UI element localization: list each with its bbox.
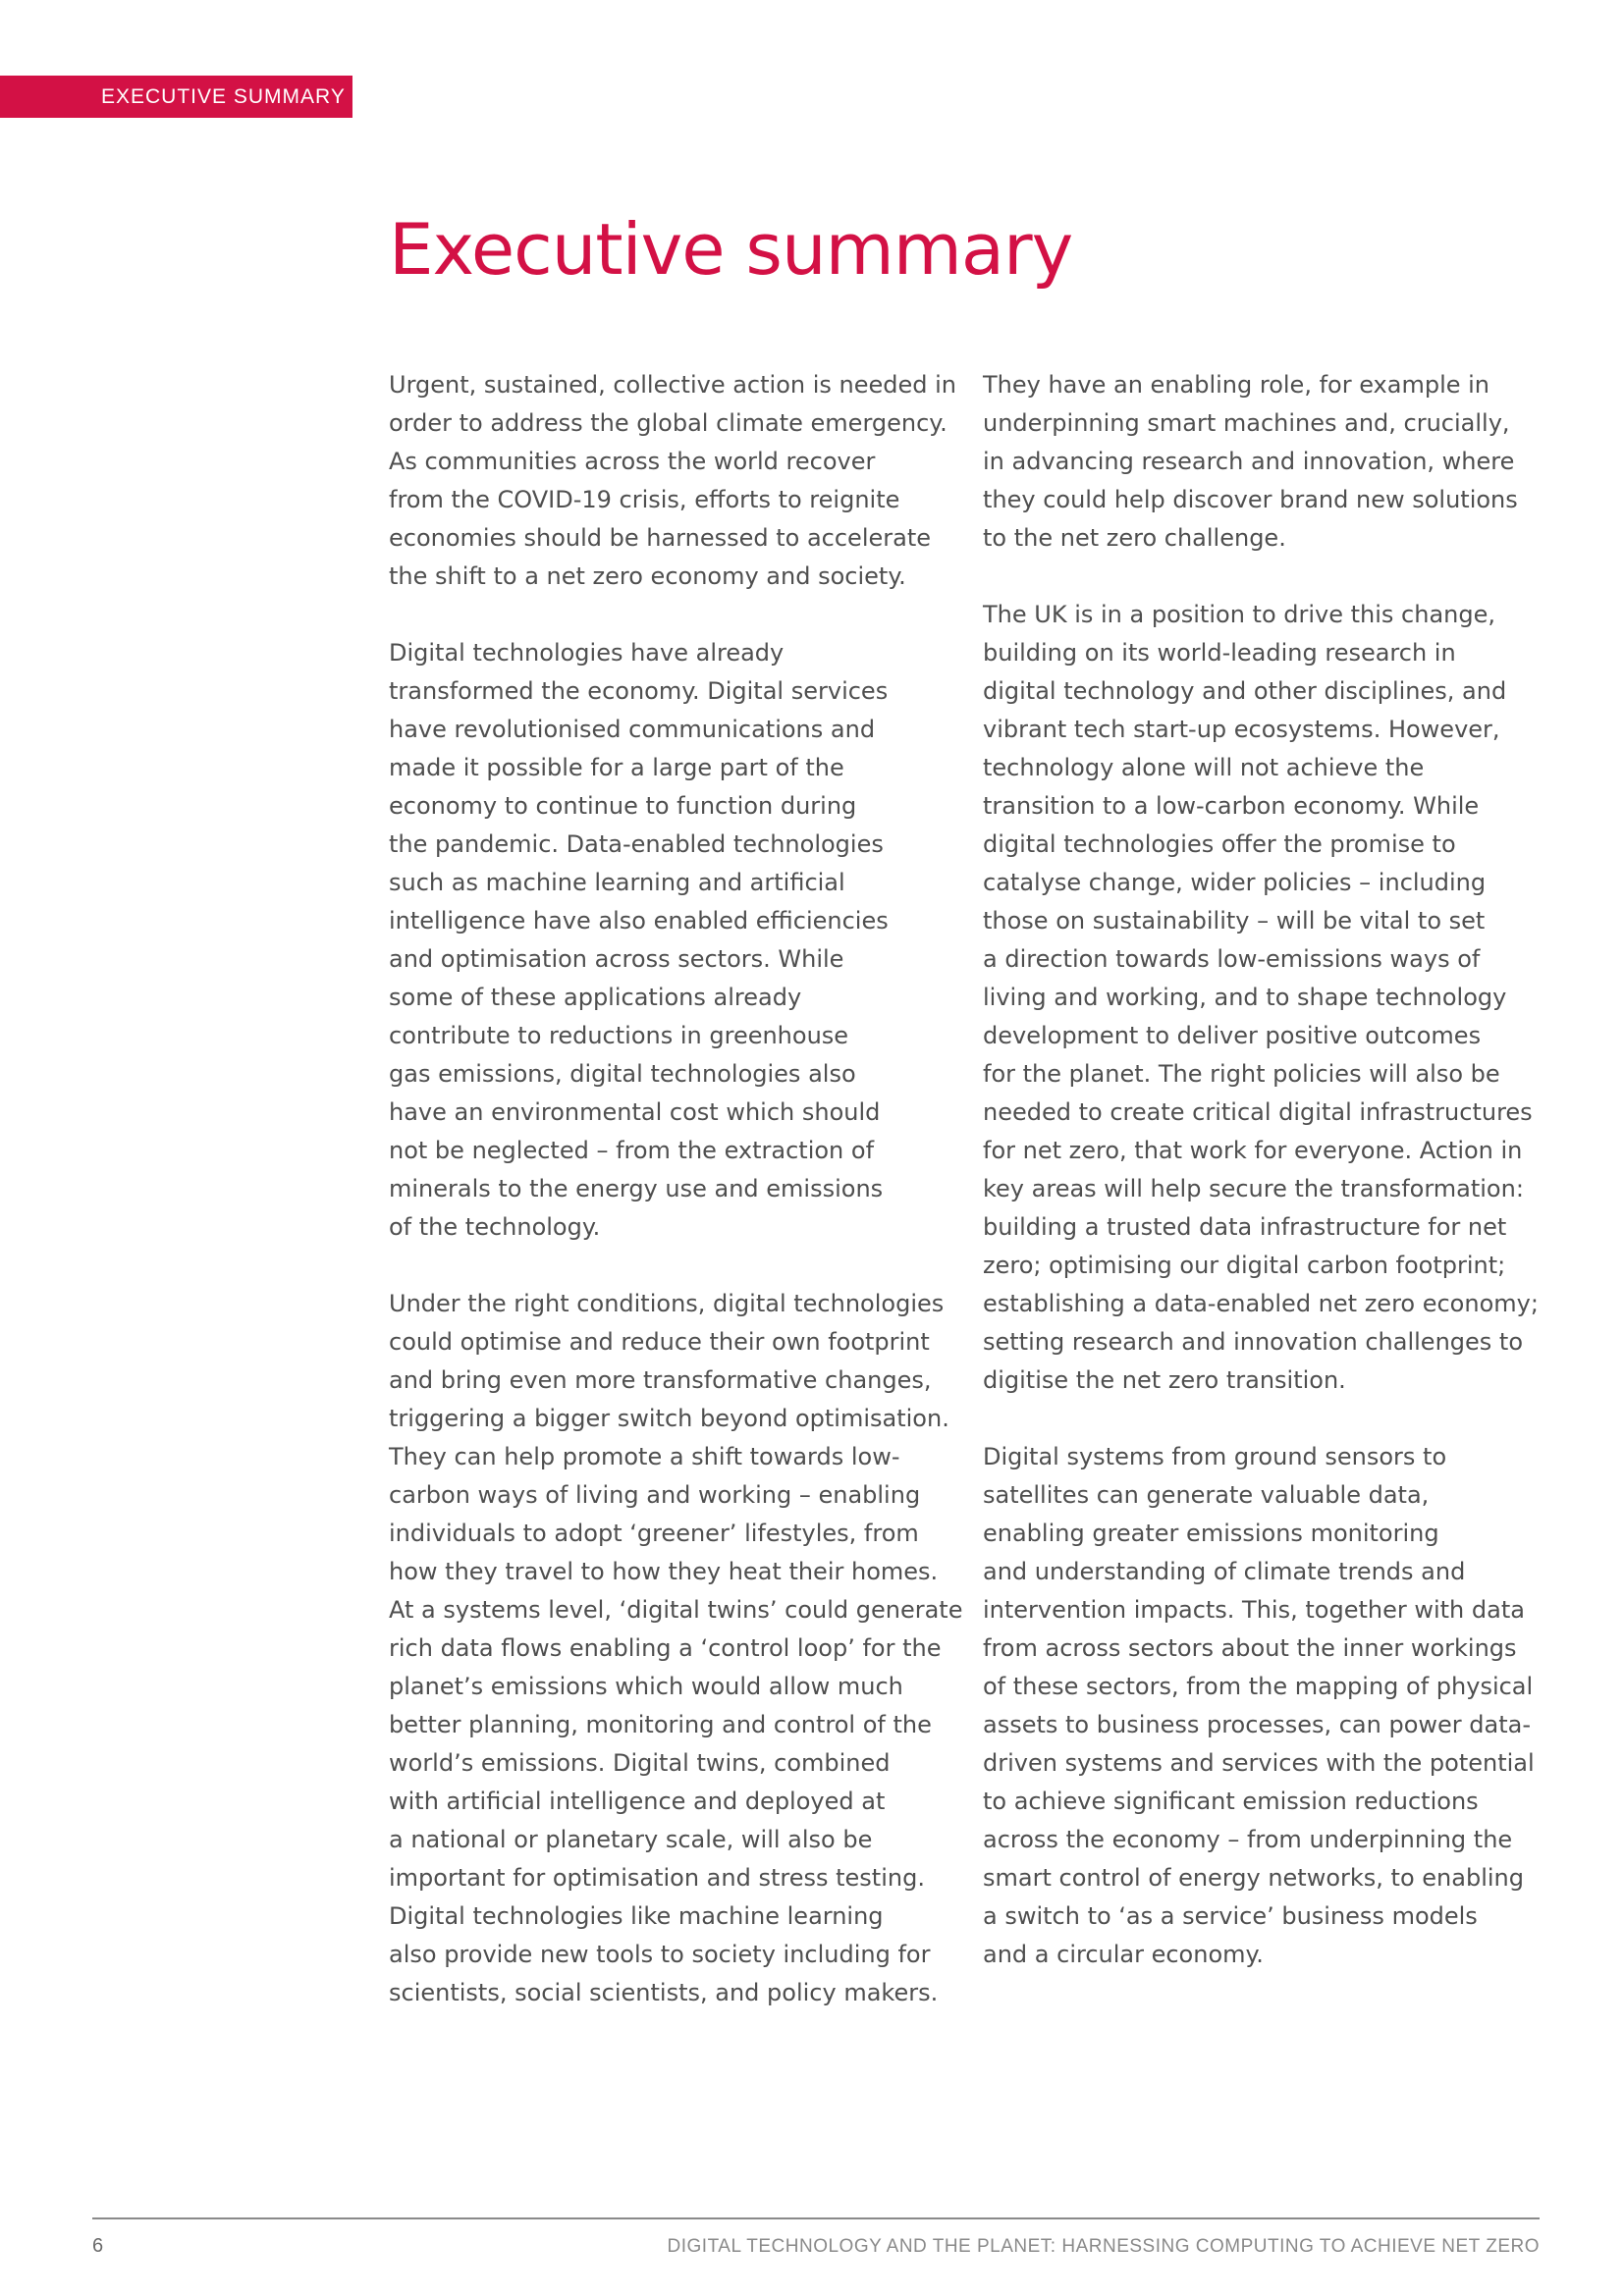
text-line: made it possible for a large part of the xyxy=(389,754,844,781)
text-line: digital technology and other disciplines, and xyxy=(983,677,1507,705)
text-line: they could help discover brand new solutions xyxy=(983,486,1518,513)
text-line: digitise the net zero transition. xyxy=(983,1366,1346,1394)
text-line: scientists, social scientists, and policy makers. xyxy=(389,1979,939,2006)
text-line: and a circular economy. xyxy=(983,1941,1264,1968)
text-line: with artificial intelligence and deployed at xyxy=(389,1788,886,1815)
text-line: economy to continue to function during xyxy=(389,792,857,820)
text-line: those on sustainability – will be vital to set xyxy=(983,907,1486,934)
text-line: and bring even more transformative changes, xyxy=(389,1366,932,1394)
text-line: intervention impacts. This, together with data xyxy=(983,1596,1525,1624)
text-line: Urgent, sustained, collective action is needed in xyxy=(389,371,957,399)
text-line: to the net zero challenge. xyxy=(983,524,1286,552)
text-line: some of these applications already xyxy=(389,984,802,1011)
text-line: world’s emissions. Digital twins, combined xyxy=(389,1749,891,1777)
text-line: As communities across the world recover xyxy=(389,448,876,475)
text-line: have revolutionised communications and xyxy=(389,716,876,743)
text-line: smart control of energy networks, to enabling xyxy=(983,1864,1524,1892)
text-line: the shift to a net zero economy and society. xyxy=(389,562,906,590)
text-line: key areas will help secure the transformation: xyxy=(983,1175,1524,1202)
text-line: have an environmental cost which should xyxy=(389,1098,881,1126)
text-line: development to deliver positive outcomes xyxy=(983,1022,1482,1049)
text-line: order to address the global climate emergency. xyxy=(389,409,947,437)
text-line: how they travel to how they heat their homes. xyxy=(389,1558,939,1585)
text-line: triggering a bigger switch beyond optimisation. xyxy=(389,1405,949,1432)
text-line: important for optimisation and stress testing. xyxy=(389,1864,925,1892)
footer-divider xyxy=(92,2217,1540,2219)
text-line: for net zero, that work for everyone. Action in xyxy=(983,1137,1523,1164)
text-line: Digital systems from ground sensors to xyxy=(983,1443,1447,1470)
text-line: better planning, monitoring and control of the xyxy=(389,1711,932,1738)
text-line: zero; optimising our digital carbon footprint; xyxy=(983,1252,1506,1279)
text-line: Digital technologies like machine learning xyxy=(389,1902,884,1930)
text-line: driven systems and services with the potential xyxy=(983,1749,1535,1777)
text-line: assets to business processes, can power data- xyxy=(983,1711,1531,1738)
text-line: economies should be harnessed to accelerate xyxy=(389,524,931,552)
text-line: to achieve significant emission reductions xyxy=(983,1788,1479,1815)
body-paragraph xyxy=(389,366,958,596)
text-line: a national or planetary scale, will also be xyxy=(389,1826,873,1853)
text-line: for the planet. The right policies will also be xyxy=(983,1060,1500,1088)
text-line: satellites can generate valuable data, xyxy=(983,1481,1430,1509)
text-line: could optimise and reduce their own footprint xyxy=(389,1328,930,1356)
body-paragraph xyxy=(983,1438,1552,1974)
text-line: intelligence have also enabled efficiencies xyxy=(389,907,889,934)
text-line: such as machine learning and artificial xyxy=(389,869,845,896)
text-line: building on its world-leading research in xyxy=(983,639,1456,667)
text-line: also provide new tools to society including for xyxy=(389,1941,931,1968)
text-line: from the COVID-19 crisis, efforts to reignite xyxy=(389,486,900,513)
text-line: underpinning smart machines and, crucially, xyxy=(983,409,1510,437)
text-line: a switch to ‘as a service’ business models xyxy=(983,1902,1478,1930)
text-line: They have an enabling role, for example in xyxy=(983,371,1490,399)
text-line: rich data flows enabling a ‘control loop’ for the xyxy=(389,1634,942,1662)
text-line: catalyse change, wider policies – including xyxy=(983,869,1487,896)
text-line: transition to a low-carbon economy. While xyxy=(983,792,1480,820)
text-line: and understanding of climate trends and xyxy=(983,1558,1466,1585)
text-line: from across sectors about the inner workings xyxy=(983,1634,1517,1662)
body-column-right xyxy=(983,366,1552,2012)
text-line: setting research and innovation challenges to xyxy=(983,1328,1524,1356)
text-line: individuals to adopt ‘greener’ lifestyles, from xyxy=(389,1520,919,1547)
text-line: of these sectors, from the mapping of physical xyxy=(983,1673,1534,1700)
body-paragraph xyxy=(983,366,1552,558)
text-line: technology alone will not achieve the xyxy=(983,754,1425,781)
text-line: carbon ways of living and working – enabling xyxy=(389,1481,921,1509)
text-line: They can help promote a shift towards low- xyxy=(389,1443,900,1470)
text-line: Under the right conditions, digital technologies xyxy=(389,1290,945,1317)
text-line: gas emissions, digital technologies also xyxy=(389,1060,856,1088)
text-line: not be neglected – from the extraction of xyxy=(389,1137,875,1164)
text-line: a direction towards low-emissions ways of xyxy=(983,945,1481,973)
body-paragraph xyxy=(389,1285,963,2012)
text-line: planet’s emissions which would allow much xyxy=(389,1673,903,1700)
text-line: establishing a data-enabled net zero economy; xyxy=(983,1290,1539,1317)
text-line: At a systems level, ‘digital twins’ could generate xyxy=(389,1596,963,1624)
text-line: Digital technologies have already xyxy=(389,639,785,667)
text-line: the pandemic. Data-enabled technologies xyxy=(389,830,884,858)
page-number: 6 xyxy=(92,2235,104,2257)
page-title: Executive summary xyxy=(389,208,1073,291)
section-tab: EXECUTIVE SUMMARY xyxy=(0,76,352,118)
text-line: The UK is in a position to drive this change, xyxy=(983,601,1495,628)
text-line: of the technology. xyxy=(389,1213,601,1241)
text-line: vibrant tech start-up ecosystems. However, xyxy=(983,716,1500,743)
text-line: and optimisation across sectors. While xyxy=(389,945,844,973)
text-line: needed to create critical digital infrastructures xyxy=(983,1098,1533,1126)
text-line: building a trusted data infrastructure for net xyxy=(983,1213,1507,1241)
text-line: across the economy – from underpinning the xyxy=(983,1826,1513,1853)
text-line: in advancing research and innovation, where xyxy=(983,448,1515,475)
body-paragraph xyxy=(983,596,1552,1400)
body-column-left xyxy=(389,366,963,2051)
body-paragraph xyxy=(389,634,958,1247)
text-line: transformed the economy. Digital services xyxy=(389,677,889,705)
text-line: minerals to the energy use and emissions xyxy=(389,1175,884,1202)
running-footer-title: DIGITAL TECHNOLOGY AND THE PLANET: HARNESSING COMPUTING TO ACHIEVE NET ZERO xyxy=(667,2236,1540,2257)
text-line: contribute to reductions in greenhouse xyxy=(389,1022,849,1049)
text-line: enabling greater emissions monitoring xyxy=(983,1520,1439,1547)
text-line: digital technologies offer the promise to xyxy=(983,830,1456,858)
text-line: living and working, and to shape technology xyxy=(983,984,1507,1011)
